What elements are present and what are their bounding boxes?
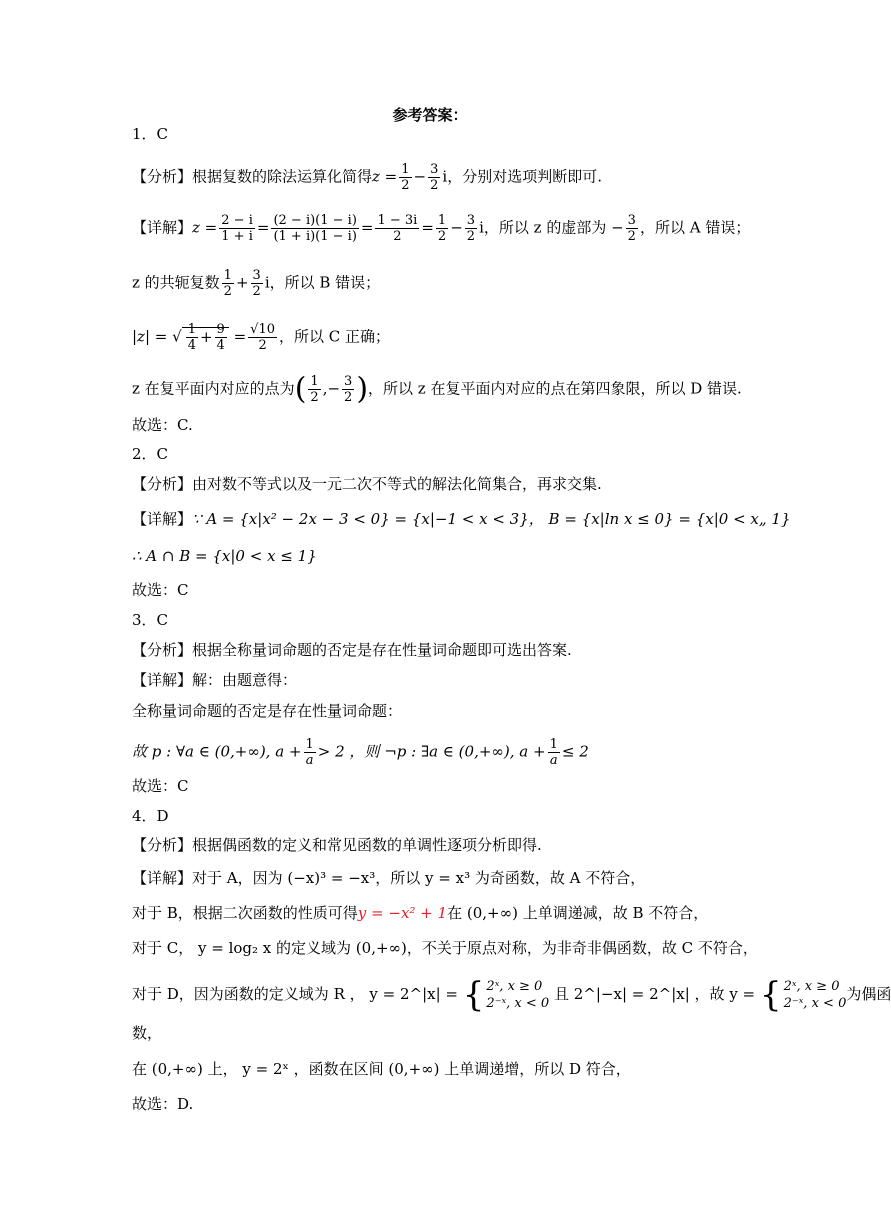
option-b-tail: 在 (0,+∞) 上单调递减，故 B 不符合， <box>447 904 709 922</box>
abs-z: |z| = <box>132 327 168 346</box>
prop-p: 故 p : ∀a ∈ (0,+∞), a + <box>132 742 302 761</box>
imag-unit: i <box>442 167 448 186</box>
q2-detail-label: 【详解】 <box>132 510 193 528</box>
q3-answer: 3．C <box>132 611 169 629</box>
conjugate-text: z 的共轭复数 <box>132 273 220 292</box>
frac-three-half: $\frac{3}{2}$ <box>430 162 439 193</box>
highlighted-function: y = −x² + 1 <box>357 904 448 922</box>
q2-sets: ∵ A = {x|x² − 2x − 3 < 0} = {x|−1 < x < 3}， B = {x|ln x ≤ 0} = {x|0 < x„ 1} <box>192 510 791 528</box>
modulus-tail: ，所以 C 正确； <box>279 327 391 346</box>
q1-analysis: 【分析】根据复数的除法运算化简得z = $\frac{1}{2}$ − $\frac{3}{2}$ i，分别对选项判断即可. <box>132 162 602 193</box>
conjugate-tail: ，所以 B 错误； <box>269 273 381 292</box>
q2-choice: 故选：C <box>132 581 189 599</box>
q1-detail-tail: ，所以 A 错误； <box>639 218 751 237</box>
q2-analysis: 【分析】由对数不等式以及一元二次不等式的解法化简集合，再求交集. <box>132 475 602 493</box>
q1-analysis-text: 【分析】根据复数的除法运算化简得 <box>132 167 373 186</box>
frac-sqrt10: $\frac{√10}{2}$ <box>250 322 275 353</box>
q4-continuation: 数， <box>132 1024 163 1042</box>
q4-option-c: 对于 C， y = log₂ x 的定义域为 (0,+∞)，不关于原点对称，为非奇非偶函数，故 C 不符合， <box>132 939 758 957</box>
q4-option-a: 【详解】对于 A，因为 (−x)³ = −x³，所以 y = x³ 为奇函数，故 A 不符合， <box>132 869 646 887</box>
frac-a: $\frac{2 - i}{1 + i}$ <box>221 213 253 244</box>
q3-statement: 全称量词命题的否定是存在性量词命题： <box>132 702 403 720</box>
point-text: z 在复平面内对应的点为 <box>132 379 295 398</box>
option-d-mid: 且 2^|−x| = 2^|x| ，故 y = <box>553 985 756 1003</box>
z-expr: z = <box>192 218 218 237</box>
option-d-text: 对于 D，因为函数的定义域为 R ， y = 2^|x| = <box>132 985 458 1003</box>
q1-analysis-tail: ，分别对选项判断即可. <box>447 167 602 186</box>
page-title: 参考答案： <box>392 106 468 124</box>
q4-option-b <box>132 903 708 923</box>
z-expr: z = <box>372 167 398 186</box>
q1-detail-label: 【详解】 <box>132 218 193 237</box>
q1-answer: 1．C <box>132 125 169 143</box>
q3-analysis: 【分析】根据全称量词命题的否定是存在性量词命题即可选出答案. <box>132 641 572 659</box>
q4-option-d <box>132 975 891 1015</box>
q3-detail: 【详解】解：由题意得： <box>132 671 298 689</box>
q3-negation: 故 p : ∀a ∈ (0,+∞), a + $\frac{1}{a}$ > 2 ，则 ¬p : ∃a ∈ (0,+∞), a + $\frac{1}{a}$ ≤ 2 <box>132 737 589 768</box>
q2-answer: 2．C <box>132 445 169 463</box>
prop-not-p: > 2 ，则 ¬p : ∃a ∈ (0,+∞), a + <box>317 742 546 761</box>
frac-half: $\frac{1}{2}$ <box>401 162 410 193</box>
q2-detail <box>132 509 791 529</box>
frac-c: $\frac{1 - 3i}{2}$ <box>377 213 418 244</box>
q1-point: z 在复平面内对应的点为( $\frac{1}{2}$ ,− $\frac{3}{2}$ )，所以 z 在复平面内对应的点在第四象限，所以 D 错误. <box>132 371 742 407</box>
q1-modulus: |z| = √ $\frac{1}{4}$ + $\frac{9}{4}$ = $\frac{√10}{2}$ ，所以 C 正确； <box>132 322 391 353</box>
option-d-tail: 为偶函 <box>846 985 891 1003</box>
q1-choice: 故选：C. <box>132 416 193 434</box>
piecewise-1: { 2ˣ, x ≥ 0 2⁻ˣ, x < 0 <box>462 975 550 1015</box>
q3-choice: 故选：C <box>132 777 189 795</box>
prop-not-p-end: ≤ 2 <box>561 742 589 761</box>
q1-detail-text: ，所以 z 的虚部为 <box>483 218 607 237</box>
piecewise-2: { 2ˣ, x ≥ 0 2⁻ˣ, x < 0 <box>759 975 847 1015</box>
q1-conjugate: z 的共轭复数 $\frac{1}{2}$ + $\frac{3}{2}$ i，所以 B 错误； <box>132 268 381 299</box>
q2-intersection <box>132 546 317 566</box>
frac-b: $\frac{(2 - i)(1 - i)}{(1 + i)(1 - i)}$ <box>273 213 357 244</box>
q1-detail: 【详解】z = $\frac{2 - i}{1 + i}$ = $\frac{(2 - i)(1 - i)}{(1 + i)(1 - i)}$ = $\frac{1 - 3i}{2}$ = $\frac{1}{2}$ − $\frac{3}{2}$ i，所以 z 的虚部为 − $\frac{3}{2}$ ，所以 A 错误； <box>132 213 751 244</box>
q4-choice: 故选：D. <box>132 1095 194 1113</box>
q4-monotonic: 在 (0,+∞) 上， y = 2ˣ ，函数在区间 (0,+∞) 上单调递增，所以 D 符合， <box>132 1060 631 1078</box>
q4-answer: 4．D <box>132 807 169 825</box>
q4-analysis: 【分析】根据偶函数的定义和常见函数的单调性逐项分析即得. <box>132 836 542 854</box>
point-tail: ，所以 z 在复平面内对应的点在第四象限，所以 D 错误. <box>368 379 742 398</box>
option-b-text: 对于 B，根据二次函数的性质可得 <box>132 904 358 922</box>
intersection-expr: ∴ A ∩ B = {x|0 < x ≤ 1} <box>132 547 317 565</box>
